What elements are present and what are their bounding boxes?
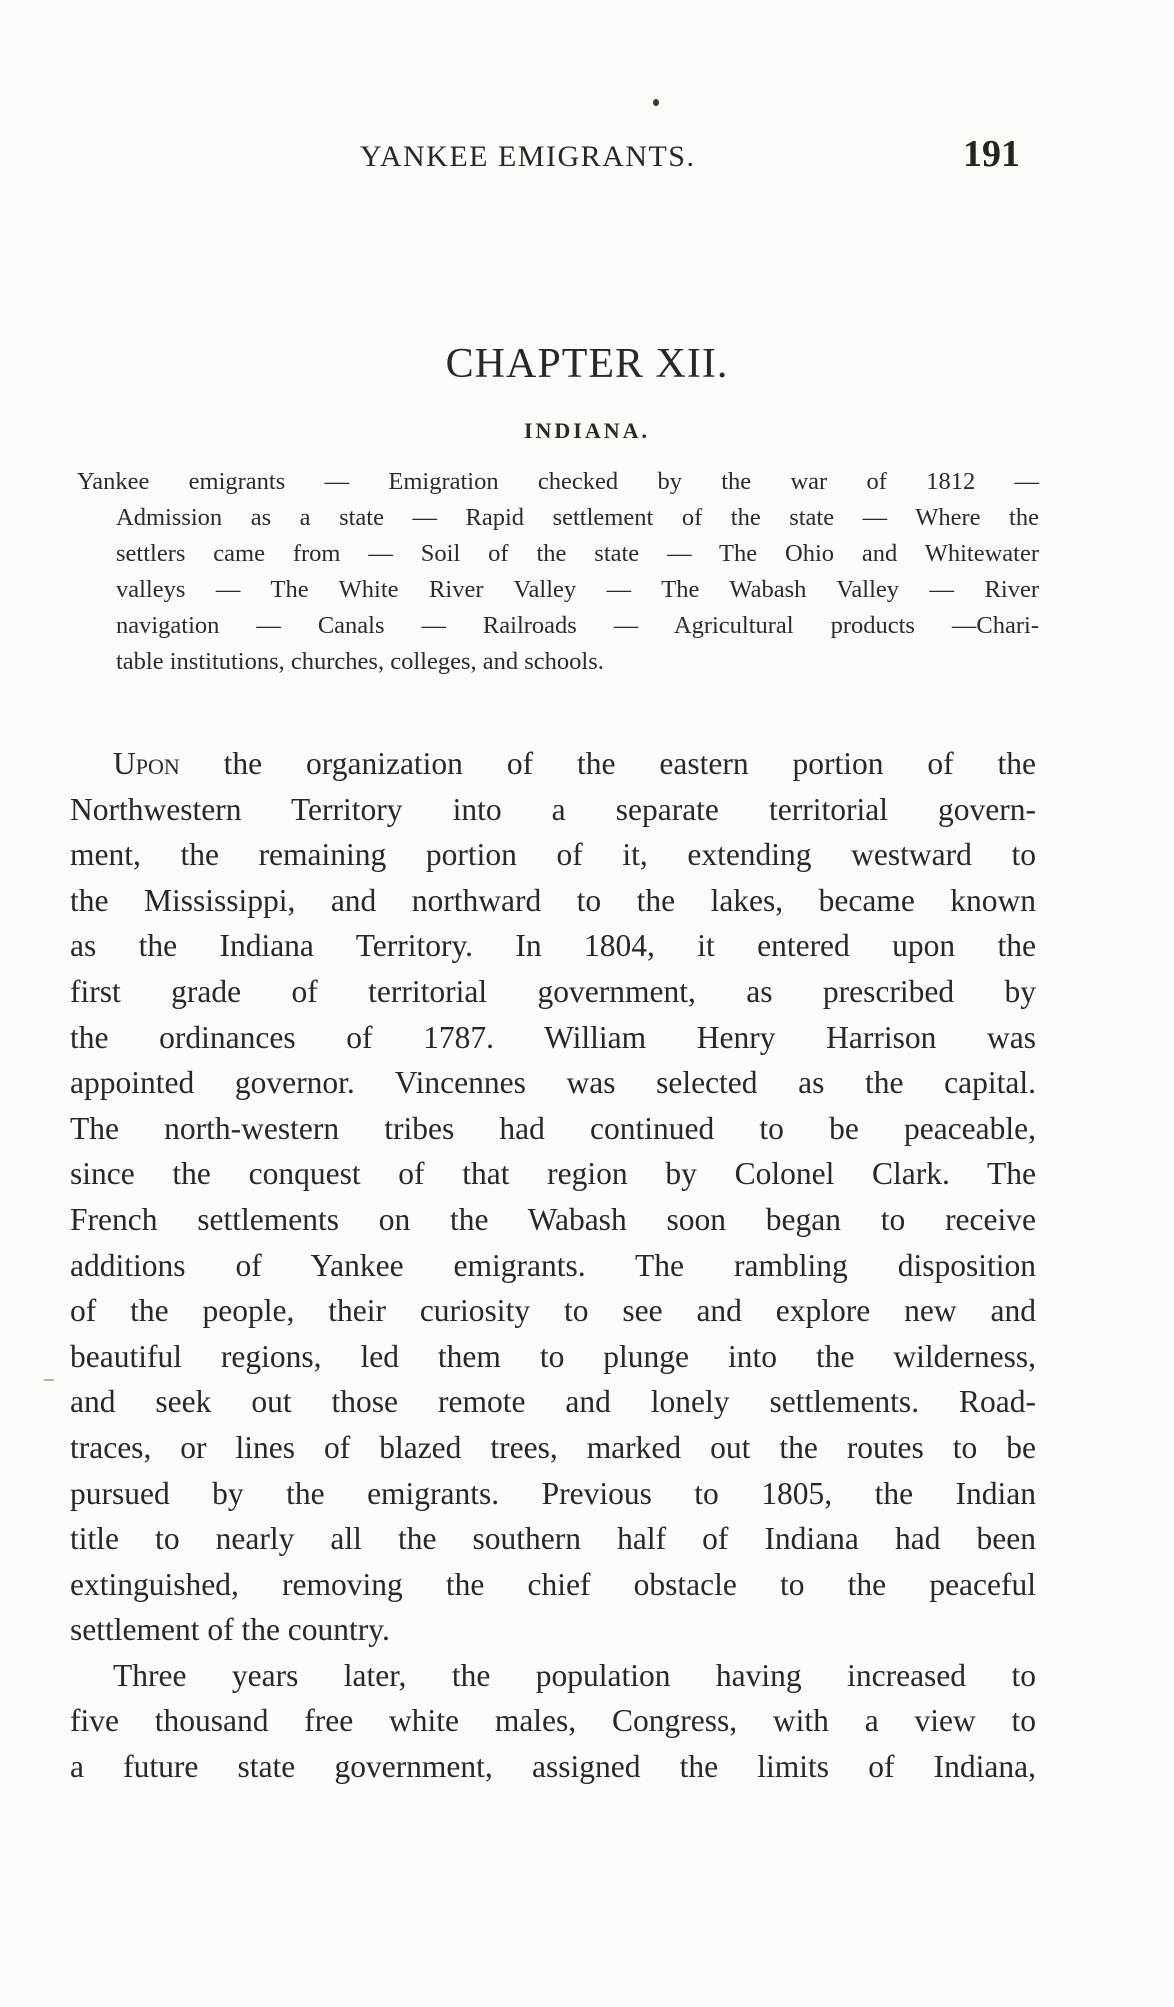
body-line: The north-western tribes had continued to be peaceable, (70, 1110, 1036, 1146)
page-number: 191 (963, 133, 1020, 175)
synopsis-line: table institutions, churches, colleges, and schools. (116, 648, 604, 675)
body-line: appointed governor. Vincennes was selected as the capital. (70, 1065, 1036, 1101)
synopsis-line: Yankee emigrants — Emigration checked by the war of 1812 — (77, 468, 1039, 495)
paragraph-first-line (70, 741, 1036, 787)
body-line: five thousand free white males, Congress, with a view to (70, 1703, 1036, 1739)
body-line-text: the organization of the eastern portion of the (179, 746, 1036, 781)
body-line: and seek out those remote and lonely settlements. Road- (70, 1384, 1036, 1420)
body-line: extinguished, removing the chief obstacle to the peaceful (70, 1566, 1036, 1602)
printer-dot-mark (653, 99, 659, 106)
chapter-synopsis (77, 464, 1039, 680)
body-line: Three years later, the population having increased to (113, 1657, 1036, 1693)
chapter-subtitle: INDIANA. (523, 418, 651, 443)
lead-word: Upon (113, 746, 180, 781)
body-line: title to nearly all the southern half of Indiana had been (70, 1521, 1036, 1557)
chapter-title: CHAPTER XII. (445, 341, 729, 387)
body-line: Northwestern Territory into a separate territorial govern- (70, 791, 1036, 827)
body-line: as the Indiana Territory. In 1804, it entered upon the (70, 928, 1036, 964)
synopsis-line: navigation — Canals — Railroads — Agricultural products —Chari- (116, 612, 1039, 639)
body-text (70, 741, 1036, 1790)
synopsis-line: Admission as a state — Rapid settlement of the state — Where the (116, 504, 1039, 531)
margin-mark (44, 1379, 54, 1381)
body-line: a future state government, assigned the limits of Indiana, (70, 1749, 1036, 1785)
synopsis-line: settlers came from — Soil of the state — The Ohio and Whitewater (116, 540, 1039, 567)
body-line: the ordinances of 1787. William Henry Harrison was (70, 1019, 1036, 1055)
body-line: beautiful regions, led them to plunge into the wilderness, (70, 1338, 1036, 1374)
running-header-title: YANKEE EMIGRANTS. (360, 140, 696, 173)
body-line: ment, the remaining portion of it, extending westward to (70, 837, 1036, 873)
body-line: traces, or lines of blazed trees, marked out the routes to be (70, 1429, 1036, 1465)
body-line: the Mississippi, and northward to the lakes, became known (70, 882, 1036, 918)
body-line: of the people, their curiosity to see and explore new and (70, 1293, 1036, 1329)
synopsis-line: valleys — The White River Valley — The Wabash Valley — River (116, 576, 1039, 603)
body-line: additions of Yankee emigrants. The rambling disposition (70, 1247, 1036, 1283)
body-line: pursued by the emigrants. Previous to 1805, the Indian (70, 1475, 1036, 1511)
body-line: first grade of territorial government, as prescribed by (70, 973, 1036, 1009)
body-line: since the conquest of that region by Colonel Clark. The (70, 1156, 1036, 1192)
body-line: settlement of the country. (70, 1612, 390, 1648)
body-line: French settlements on the Wabash soon began to receive (70, 1201, 1036, 1237)
